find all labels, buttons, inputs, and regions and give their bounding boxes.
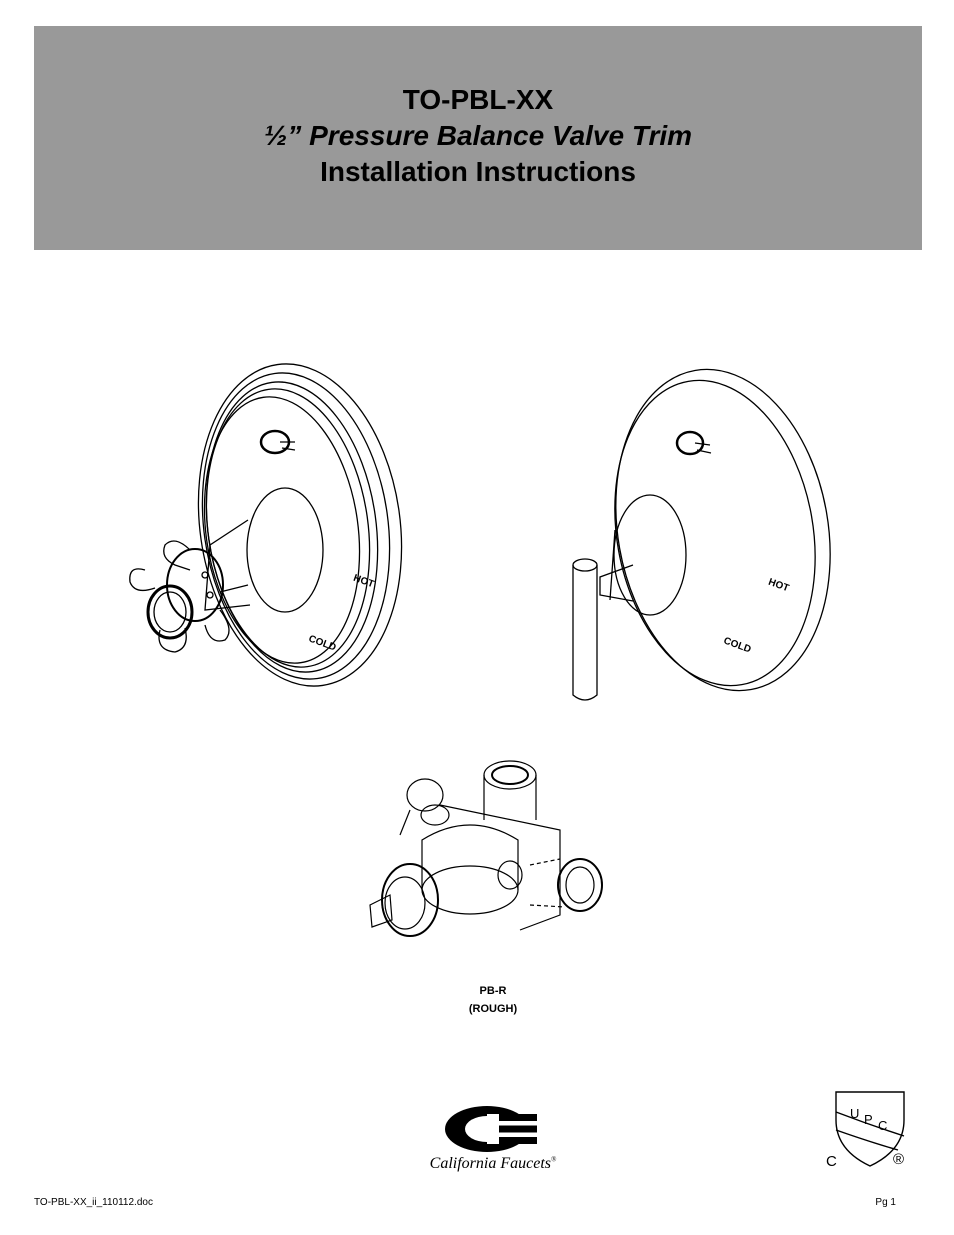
hot-label-left: HOT [351, 572, 376, 591]
cold-label-left: COLD [306, 633, 338, 654]
model-code: TO-PBL-XX [402, 84, 554, 115]
lever-handle-trim-illustration [555, 365, 845, 705]
title-banner [34, 26, 922, 250]
upc-letter-p: P [864, 1112, 873, 1127]
california-faucets-logo-icon [443, 1104, 539, 1154]
brand-name: California Faucets® [429, 1155, 557, 1172]
registered-mark: ® [551, 1155, 557, 1164]
product-subtitle: ½” Pressure Balance Valve Trim [263, 120, 693, 151]
document-title: Installation Instructions [320, 156, 636, 187]
rough-valve-type: (ROUGH) [468, 1003, 518, 1015]
document-filename: TO-PBL-XX_ii_110112.doc [34, 1197, 153, 1208]
rough-valve-illustration [360, 755, 620, 955]
upc-registered-mark: ® [893, 1151, 905, 1168]
cold-label-right: COLD [721, 635, 753, 656]
upc-letter-c: C [878, 1118, 888, 1133]
upc-certification-shield-icon [822, 1090, 922, 1175]
page-number: Pg 1 [875, 1197, 896, 1208]
hot-label-right: HOT [766, 576, 791, 595]
upc-letter-u: U [850, 1106, 860, 1121]
csa-c-mark: C [826, 1153, 837, 1170]
rough-valve-model: PB-R [479, 985, 507, 997]
cross-handle-trim-illustration [120, 360, 420, 700]
